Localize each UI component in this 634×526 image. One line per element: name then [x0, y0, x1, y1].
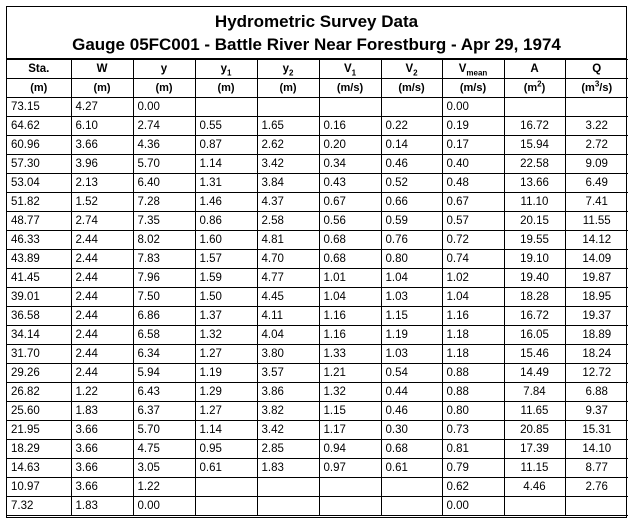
table-cell: 6.58	[133, 326, 195, 345]
table-cell: 0.81	[442, 440, 504, 459]
table-cell: 15.94	[504, 136, 565, 155]
column-unit-text: (m/s)	[336, 82, 364, 94]
table-row	[7, 231, 628, 250]
column-header	[504, 60, 565, 79]
column-header	[71, 60, 133, 79]
table-cell: 13.66	[504, 174, 565, 193]
table-cell: 1.04	[381, 269, 442, 288]
table-row	[7, 269, 628, 288]
table-cell	[257, 98, 319, 117]
table-cell: 0.62	[442, 478, 504, 497]
table-row	[7, 307, 628, 326]
table-cell: 3.86	[257, 383, 319, 402]
table-cell: 1.18	[442, 345, 504, 364]
table-cell: 26.82	[7, 383, 71, 402]
table-cell: 4.36	[133, 136, 195, 155]
table-cell: 46.33	[7, 231, 71, 250]
table-cell: 1.03	[381, 288, 442, 307]
column-header	[381, 60, 442, 79]
table-cell: 1.27	[195, 345, 257, 364]
table-cell: 0.48	[442, 174, 504, 193]
column-unit-text: (m)	[155, 82, 173, 94]
table-row	[7, 326, 628, 345]
table-cell: 1.18	[442, 326, 504, 345]
table-cell: 14.49	[504, 364, 565, 383]
table-cell: 8.02	[133, 231, 195, 250]
table-body	[7, 98, 628, 516]
table-cell: 53.04	[7, 174, 71, 193]
table-cell	[319, 478, 381, 497]
table-cell: 19.40	[504, 269, 565, 288]
column-header-label: W	[96, 63, 108, 75]
table-row	[7, 345, 628, 364]
table-cell: 3.66	[71, 421, 133, 440]
table-cell: 0.94	[319, 440, 381, 459]
table-cell: 18.95	[565, 288, 628, 307]
table-row	[7, 288, 628, 307]
table-cell: 0.19	[442, 117, 504, 136]
table-cell: 1.15	[319, 402, 381, 421]
table-cell: 1.83	[257, 459, 319, 478]
table-cell: 2.44	[71, 364, 133, 383]
table-cell: 11.55	[565, 212, 628, 231]
table-cell: 0.56	[319, 212, 381, 231]
table-cell: 19.55	[504, 231, 565, 250]
column-unit-text: (m	[581, 82, 595, 94]
table-cell: 2.72	[565, 136, 628, 155]
column-header	[195, 60, 257, 79]
table-cell: 2.62	[257, 136, 319, 155]
table-cell: 3.42	[257, 155, 319, 174]
table-cell: 2.76	[565, 478, 628, 497]
table-cell: 18.28	[504, 288, 565, 307]
table-cell: 0.44	[381, 383, 442, 402]
column-header-subscript: 1	[226, 68, 232, 78]
table-cell: 2.58	[257, 212, 319, 231]
table-cell: 0.52	[381, 174, 442, 193]
table-cell	[257, 497, 319, 516]
table-cell: 1.21	[319, 364, 381, 383]
table-cell	[504, 98, 565, 117]
table-cell: 43.89	[7, 250, 71, 269]
table-row	[7, 364, 628, 383]
table-cell: 0.40	[442, 155, 504, 174]
table-cell: 15.31	[565, 421, 628, 440]
table-cell: 1.57	[195, 250, 257, 269]
table-cell: 14.10	[565, 440, 628, 459]
column-unit-text: (m/s)	[459, 82, 487, 94]
column-header	[565, 60, 628, 79]
table-cell: 19.37	[565, 307, 628, 326]
table-cell: 2.13	[71, 174, 133, 193]
table-cell: 7.35	[133, 212, 195, 231]
table-cell: 6.88	[565, 383, 628, 402]
table-cell: 0.72	[442, 231, 504, 250]
table-cell: 6.40	[133, 174, 195, 193]
column-header	[133, 60, 195, 79]
table-cell: 1.31	[195, 174, 257, 193]
table-cell: 1.65	[257, 117, 319, 136]
table-cell: 4.46	[504, 478, 565, 497]
table-cell: 9.09	[565, 155, 628, 174]
table-cell: 0.68	[319, 231, 381, 250]
table-cell: 0.59	[381, 212, 442, 231]
title-line-2: Gauge 05FC001 - Battle River Near Forestburg - Apr 29, 1974	[72, 35, 561, 54]
table-cell: 48.77	[7, 212, 71, 231]
table-cell: 0.67	[319, 193, 381, 212]
table-cell: 16.05	[504, 326, 565, 345]
table-cell: 20.85	[504, 421, 565, 440]
table-cell: 0.87	[195, 136, 257, 155]
table-cell: 5.70	[133, 155, 195, 174]
column-unit-text: (m)	[217, 82, 235, 94]
table-cell: 57.30	[7, 155, 71, 174]
table-cell: 0.00	[133, 98, 195, 117]
table-cell: 3.80	[257, 345, 319, 364]
table-cell: 16.72	[504, 117, 565, 136]
table-cell: 1.59	[195, 269, 257, 288]
column-header-label: V	[405, 63, 414, 75]
table-cell: 3.05	[133, 459, 195, 478]
table-cell: 0.46	[381, 155, 442, 174]
table-cell: 0.86	[195, 212, 257, 231]
column-unit	[319, 79, 381, 98]
column-unit-exponent: 3	[594, 79, 600, 89]
table-cell	[565, 98, 628, 117]
table-cell: 6.49	[565, 174, 628, 193]
table-cell: 16.72	[504, 307, 565, 326]
table-cell: 2.74	[133, 117, 195, 136]
table-cell: 19.87	[565, 269, 628, 288]
table-cell: 11.10	[504, 193, 565, 212]
column-header	[442, 60, 504, 79]
table-cell: 7.84	[504, 383, 565, 402]
table-cell	[504, 497, 565, 516]
table-cell: 1.19	[381, 326, 442, 345]
table-cell: 5.94	[133, 364, 195, 383]
table-cell: 0.68	[381, 440, 442, 459]
table-cell: 25.60	[7, 402, 71, 421]
table-cell: 2.44	[71, 269, 133, 288]
column-header-label: V	[458, 63, 467, 75]
table-cell: 1.27	[195, 402, 257, 421]
table-cell	[565, 497, 628, 516]
table-cell: 1.16	[319, 307, 381, 326]
title-line-1: Hydrometric Survey Data	[214, 12, 419, 31]
column-unit-text: (m/s)	[398, 82, 425, 94]
table-cell: 1.60	[195, 231, 257, 250]
column-unit-tail: )	[541, 82, 546, 94]
table-cell: 2.85	[257, 440, 319, 459]
table-cell: 0.80	[442, 402, 504, 421]
table-row	[7, 155, 628, 174]
table-cell: 1.33	[319, 345, 381, 364]
table-cell: 21.95	[7, 421, 71, 440]
table-cell: 11.65	[504, 402, 565, 421]
table-cell: 14.09	[565, 250, 628, 269]
table-cell: 0.43	[319, 174, 381, 193]
column-unit	[504, 79, 565, 98]
table-row	[7, 478, 628, 497]
table-cell: 0.54	[381, 364, 442, 383]
table-cell: 7.83	[133, 250, 195, 269]
table-cell: 4.37	[257, 193, 319, 212]
table-cell: 2.44	[71, 307, 133, 326]
table-cell: 9.37	[565, 402, 628, 421]
table-cell: 1.83	[71, 402, 133, 421]
table-row	[7, 117, 628, 136]
table-cell: 60.96	[7, 136, 71, 155]
table-cell: 1.14	[195, 155, 257, 174]
table-cell: 22.58	[504, 155, 565, 174]
table-cell: 1.03	[381, 345, 442, 364]
table-cell: 36.58	[7, 307, 71, 326]
table-cell: 1.83	[71, 497, 133, 516]
survey-table	[7, 59, 628, 516]
column-header-label: y	[220, 63, 227, 75]
table-row	[7, 459, 628, 478]
table-cell: 41.45	[7, 269, 71, 288]
table-cell: 3.42	[257, 421, 319, 440]
table-cell: 0.80	[381, 250, 442, 269]
table-cell: 0.74	[442, 250, 504, 269]
table-cell: 2.44	[71, 345, 133, 364]
column-header-subscript: 2	[288, 68, 294, 78]
table-cell: 14.63	[7, 459, 71, 478]
table-cell: 11.15	[504, 459, 565, 478]
table-cell: 4.27	[71, 98, 133, 117]
table-cell	[381, 478, 442, 497]
table-cell: 0.16	[319, 117, 381, 136]
column-unit-text: (m)	[30, 82, 48, 94]
table-cell: 0.34	[319, 155, 381, 174]
table-cell: 4.11	[257, 307, 319, 326]
column-header	[7, 60, 71, 79]
table-cell: 6.10	[71, 117, 133, 136]
table-cell: 1.22	[71, 383, 133, 402]
table-cell: 3.57	[257, 364, 319, 383]
table-cell	[195, 497, 257, 516]
table-cell: 34.14	[7, 326, 71, 345]
table-cell: 0.95	[195, 440, 257, 459]
table-row	[7, 212, 628, 231]
column-unit	[7, 79, 71, 98]
table-cell: 1.17	[319, 421, 381, 440]
survey-sheet	[6, 6, 627, 518]
table-cell: 0.30	[381, 421, 442, 440]
table-cell: 0.00	[442, 497, 504, 516]
table-cell: 4.70	[257, 250, 319, 269]
table-cell: 14.12	[565, 231, 628, 250]
title-block	[7, 7, 626, 59]
table-cell: 15.46	[504, 345, 565, 364]
column-header	[319, 60, 381, 79]
column-header-subscript: mean	[466, 68, 488, 78]
table-cell: 31.70	[7, 345, 71, 364]
column-header-label: y	[282, 63, 289, 75]
table-cell: 0.55	[195, 117, 257, 136]
column-header-label: y	[160, 63, 168, 75]
table-cell: 7.28	[133, 193, 195, 212]
column-header-label: V	[343, 63, 352, 75]
table-cell	[195, 478, 257, 497]
table-cell: 18.89	[565, 326, 628, 345]
table-cell: 1.04	[442, 288, 504, 307]
header-row	[7, 60, 628, 79]
table-cell: 7.50	[133, 288, 195, 307]
column-header-label: A	[530, 63, 539, 75]
table-cell: 0.66	[381, 193, 442, 212]
table-cell: 8.77	[565, 459, 628, 478]
table-cell: 7.41	[565, 193, 628, 212]
table-cell	[319, 497, 381, 516]
table-cell: 6.34	[133, 345, 195, 364]
column-unit-text: (m)	[93, 82, 111, 94]
table-cell: 0.88	[442, 364, 504, 383]
column-unit-text: (m)	[279, 82, 297, 94]
table-cell: 0.67	[442, 193, 504, 212]
table-cell: 0.97	[319, 459, 381, 478]
table-cell: 0.61	[381, 459, 442, 478]
table-cell: 0.00	[133, 497, 195, 516]
table-row	[7, 421, 628, 440]
table-cell: 10.97	[7, 478, 71, 497]
table-cell: 0.14	[381, 136, 442, 155]
table-cell: 3.82	[257, 402, 319, 421]
table-cell: 3.66	[71, 459, 133, 478]
table-cell: 17.39	[504, 440, 565, 459]
table-cell: 5.70	[133, 421, 195, 440]
table-cell: 64.62	[7, 117, 71, 136]
table-cell: 1.15	[381, 307, 442, 326]
units-row	[7, 79, 628, 98]
table-cell: 1.29	[195, 383, 257, 402]
table-cell: 0.57	[442, 212, 504, 231]
table-cell: 19.10	[504, 250, 565, 269]
table-cell: 0.22	[381, 117, 442, 136]
table-cell: 1.46	[195, 193, 257, 212]
table-cell: 1.52	[71, 193, 133, 212]
table-cell	[319, 98, 381, 117]
table-cell: 29.26	[7, 364, 71, 383]
table-row	[7, 402, 628, 421]
table-cell: 1.02	[442, 269, 504, 288]
column-unit	[133, 79, 195, 98]
table-cell: 3.22	[565, 117, 628, 136]
column-unit	[565, 79, 628, 98]
table-row	[7, 383, 628, 402]
table-cell: 51.82	[7, 193, 71, 212]
table-cell: 3.96	[71, 155, 133, 174]
table-cell	[257, 478, 319, 497]
table-cell: 3.66	[71, 136, 133, 155]
table-row	[7, 440, 628, 459]
table-cell: 1.01	[319, 269, 381, 288]
table-cell: 1.50	[195, 288, 257, 307]
table-cell	[195, 98, 257, 117]
table-cell	[381, 98, 442, 117]
table-cell: 18.24	[565, 345, 628, 364]
column-unit	[257, 79, 319, 98]
column-unit	[195, 79, 257, 98]
table-cell: 7.96	[133, 269, 195, 288]
table-cell: 1.19	[195, 364, 257, 383]
table-cell: 73.15	[7, 98, 71, 117]
table-cell: 4.45	[257, 288, 319, 307]
table-cell: 0.46	[381, 402, 442, 421]
table-cell: 1.37	[195, 307, 257, 326]
column-header	[257, 60, 319, 79]
table-cell: 4.04	[257, 326, 319, 345]
table-cell: 7.32	[7, 497, 71, 516]
table-cell: 20.15	[504, 212, 565, 231]
table-cell: 0.00	[442, 98, 504, 117]
column-unit	[442, 79, 504, 98]
table-cell: 18.29	[7, 440, 71, 459]
table-cell: 0.79	[442, 459, 504, 478]
table-row	[7, 193, 628, 212]
table-cell: 0.61	[195, 459, 257, 478]
column-unit-exponent: 2	[537, 79, 542, 89]
table-cell: 6.43	[133, 383, 195, 402]
table-cell: 0.88	[442, 383, 504, 402]
table-cell: 1.16	[319, 326, 381, 345]
column-unit	[381, 79, 442, 98]
table-cell: 3.66	[71, 440, 133, 459]
table-cell: 1.16	[442, 307, 504, 326]
table-row	[7, 136, 628, 155]
column-header-label: Q	[592, 63, 602, 75]
table-cell: 39.01	[7, 288, 71, 307]
table-cell: 0.17	[442, 136, 504, 155]
table-cell: 0.73	[442, 421, 504, 440]
table-cell: 1.22	[133, 478, 195, 497]
table-row	[7, 98, 628, 117]
table-cell: 3.66	[71, 478, 133, 497]
table-cell: 4.81	[257, 231, 319, 250]
table-cell: 0.76	[381, 231, 442, 250]
column-unit	[71, 79, 133, 98]
table-cell: 1.32	[195, 326, 257, 345]
table-cell: 12.72	[565, 364, 628, 383]
column-unit-text: (m	[523, 82, 538, 94]
column-unit-tail: /s)	[599, 82, 613, 94]
table-cell: 4.75	[133, 440, 195, 459]
column-header-subscript: 1	[351, 68, 357, 78]
column-header-subscript: 2	[413, 68, 418, 78]
table-cell: 0.68	[319, 250, 381, 269]
table-cell: 2.44	[71, 326, 133, 345]
table-row	[7, 250, 628, 269]
table-cell: 2.44	[71, 231, 133, 250]
table-cell: 1.04	[319, 288, 381, 307]
column-header-label: Sta.	[28, 63, 50, 75]
table-cell: 2.44	[71, 250, 133, 269]
table-row	[7, 174, 628, 193]
table-cell	[381, 497, 442, 516]
table-row	[7, 497, 628, 516]
table-cell: 1.14	[195, 421, 257, 440]
table-cell: 6.86	[133, 307, 195, 326]
table-cell: 2.44	[71, 288, 133, 307]
table-cell: 4.77	[257, 269, 319, 288]
table-cell: 1.32	[319, 383, 381, 402]
table-cell: 0.20	[319, 136, 381, 155]
table-cell: 2.74	[71, 212, 133, 231]
table-cell: 3.84	[257, 174, 319, 193]
table-cell: 6.37	[133, 402, 195, 421]
